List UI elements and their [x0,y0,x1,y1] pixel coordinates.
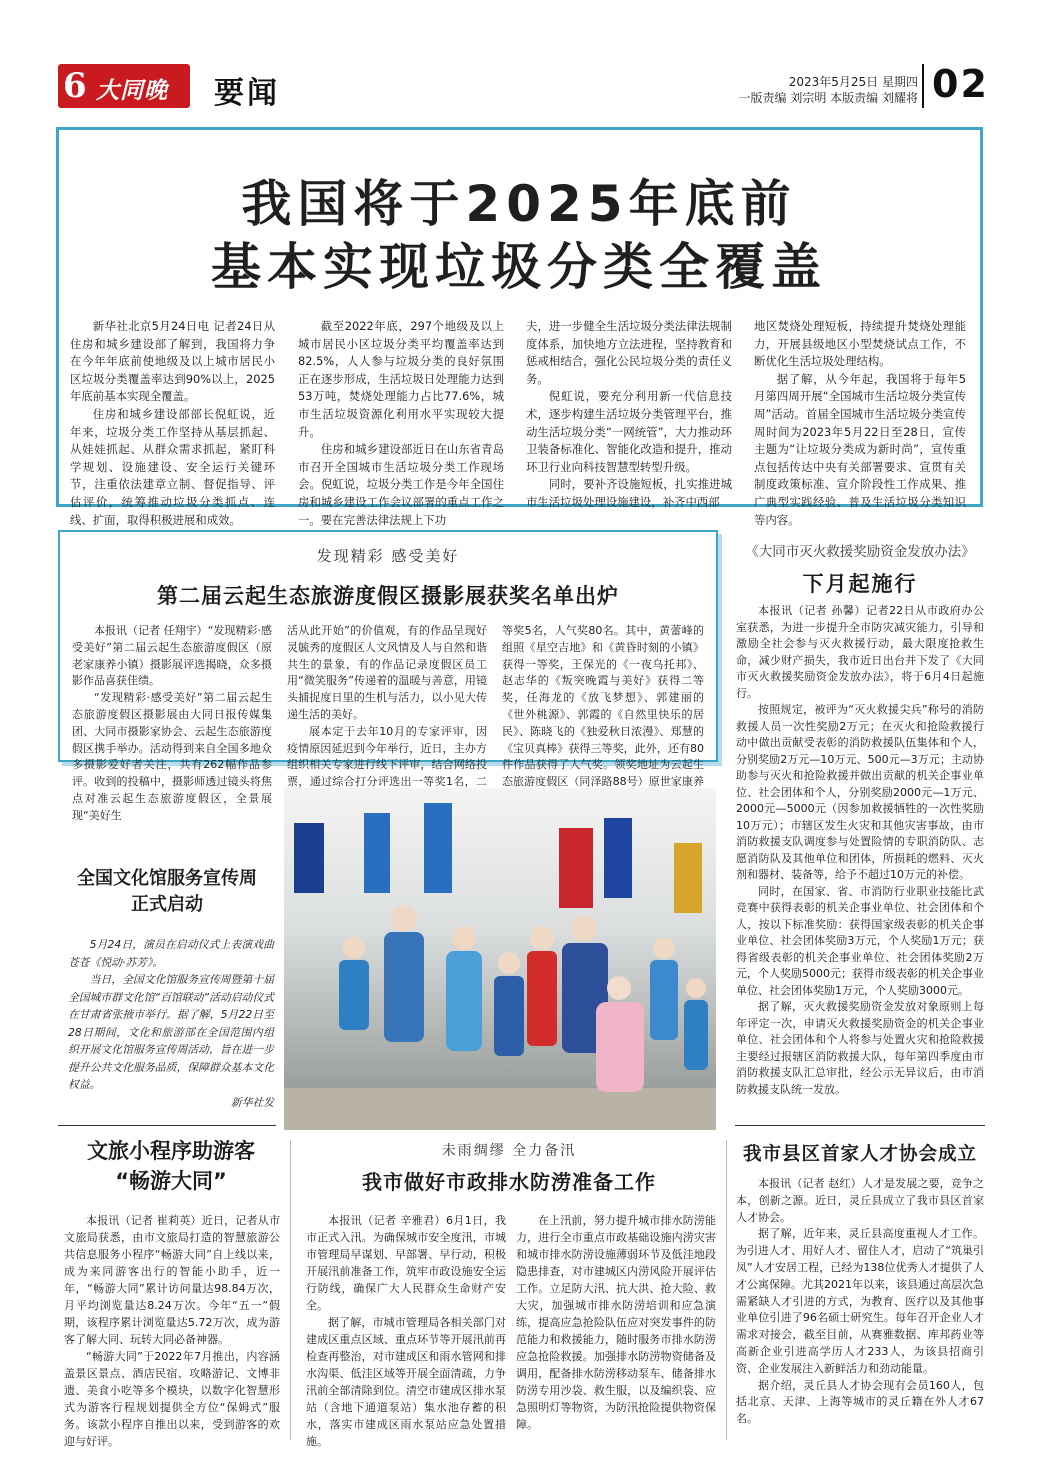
lead-headline-line2: 基本实现垃圾分类全覆盖 [211,238,827,296]
paragraph: 本报讯（记者 任翔宇）“发现精彩·感受美好”第二届云起生态旅游度假区（原老家康养小镇）摄影展评选揭晓，众多摄影作品喜获佳绩。 [72,624,272,688]
paragraph: 据介绍，灵丘县人才协会现有会员160人，包括北京、天津、上海等城市的灵丘籍在外人才67名。 [736,1378,984,1426]
culture-week-caption [68,936,274,1111]
paragraph: 据了解，灭火救援奖励资金发放对象原则上每年评定一次，申请灭火救援奖励资金的机关企事业单位、社会团体和个人将参与处置火灾和抢险救援主要经过报辖区消防救援大队，每年第四季度由市消防救援支队汇总审批，经公示无异议后，由市消防救援支队统一发放。 [736,1000,984,1096]
issue-info [658,74,918,106]
lead-column-2 [298,318,504,529]
divider [58,1125,276,1126]
photo-contest-headline: 第二届云起生态旅游度假区摄影展获奖名单出炉 [157,584,619,608]
issue-date: 2023年5月25日 星期四 [788,75,918,89]
photo-column-3 [502,623,704,808]
fire-fund-body [736,603,984,1098]
paragraph: 夫，进一步健全生活垃圾分类法律法规制度体系，加快地方立法进程，坚持教育和惩戒相结合，强化公民垃圾分类的责任义务。 [526,319,732,386]
paragraph: 本报讯（记者 孙馨）记者22日从市政府办公室获悉，为进一步提升全市防灾减灾能力，引导和激励全社会参与灭火救援行动，最大限度抢救生命，减少财产损失，我市近日出台并下发了《大同市灭火救援奖励资金发放办法》，将于6月4日起施行。 [736,604,984,700]
masthead-divider [922,64,924,108]
paragraph: 本报讯（记者 辛雅君）6月1日，我市正式入汛。为确保城市安全度汛，市城市管理局早谋划、早部署、早行动，积极开展汛前准备工作，筑牢市政设施安全运行防线，确保广大人民群众生命财产安全。 [306,1214,506,1312]
talent-body [736,1176,984,1428]
paragraph: 据了解，近年来，灵丘县高度重视人才工作。为引进人才、用好人才、留住人才，启动了“筑巢引凤”人才安居工程，已经为138位优秀人才提供了人才公寓保障。尤其2021年以来，该县通过高层次急需紧缺人才引进的方式，为教育、医疗以及其他事业单位引进了96名硕士研究生。每年召开企业人才需求对接会，截至目前，从赛雅数据、库邦药业等高新企业引进高学历人才233人，为该县招商引资、企业发展注入新鲜活力和劲动能量。 [736,1227,984,1375]
tourism-app-body [64,1212,280,1450]
paragraph: 展本定于去年10月的专家评审，因疫情原因延迟到今年举行，近日，主办方组织相关专家进行线下评审，结合网络投票，通过综合打分评选出一等奖1名，二 [287,724,487,789]
paragraph: 本报讯（记者 赵红）人才是发展之要，竞争之本，创新之源。近日，灵丘县成立了我市县区首家人才协会。 [736,1177,984,1224]
lead-headline-line1: 我国将于2025年底前 [241,175,797,233]
flood-prep-headline: 我市做好市政排水防涝准备工作 [362,1170,656,1194]
logo-name: 大同晚报 [96,77,168,137]
photo-caption: 5月24日，演员在启动仪式上表演戏曲苍苍《悦动·苏芳》。 [68,938,274,969]
paragraph: 当日，全国文化馆服务宣传周暨第十届全国城市群文化馆“百馆联动”活动启动仪式在甘肃省张掖市举行。据了解，5月22日至28日期间，文化和旅游部在全国范围内组织开展文化馆服务宣传周活动，旨在进一步提升公共文化服务品质，保障群众基本文化权益。 [68,973,274,1091]
opera-photo-illustration [284,788,716,1130]
paragraph: “发现精彩·感受美好”第二届云起生态旅游度假区摄影展由大同日报传媒集团、大同市摄影家协会、云起生态旅游度假区携手举办。活动得到来自全国多地众多摄影爱好者关注，共有262幅作品参评。收到的投稿中，摄影师透过镜头将焦点对准云起生态旅游度假区，全景展现“美好生 [72,691,272,822]
paragraph: “畅游大同”于2022年7月推出，内容涵盖景区景点、酒店民宿、攻略游记、文博非遗、美食小吃等多个模块，以数字化智慧形式为游客行程规划提供全方位“保姆式”服务。该款小程序自推出以来，受到游客的欢迎与好评。 [64,1350,280,1448]
paragraph: 按照规定，被评为“灭火救援尖兵”称号的消防救援人员一次性奖励2万元；在灭火和抢险救援行动中做出贡献受表彰的消防救援队伍集体和个人，分别奖励2万元—10万元、500元—3万元；主动协助参与灭火和抢险救援并做出贡献的机关企事业单位、社会团体和个人，分别奖励2000元—1万元、2000元—5000元（因参加救援牺牲的一次性奖励10万元）；市辖区发生火灾和其他灾害事故，由市消防救援支队调度参与处置险情的专职消防队、志愿消防队及其他单位和团体，所损耗的燃料、灭火剂和器材、装备等，给予不超过10万元的补偿。 [736,703,984,881]
paragraph: 新华社北京5月24日电 记者24日从住房和城乡建设部了解到，我国将力争在今年年底前使地级及以上城市居民小区垃圾分类覆盖率达到90%以上，2025年底前基本实现全覆盖。 [70,319,275,404]
tourism-app-headline-line2: “畅游大同” [115,1169,227,1193]
paragraph: 在上汛前，努力提升城市排水防涝能力，进行全市重点市政基础设施内涝灾害和城市排水防涝设施薄弱环节及低洼地段隐患排查，对市建城区内涝风险开展评估工作。立足防大汛、抗大洪、抢大险、救大灾，加强城市排水防涝培训和应急演练，提高应急抢险队伍应对突发事件的防范能力和救援能力，随时服务市排水防涝应急抢险救援。加强排水防涝物资储备及调用，配备排水防涝移动泵车、储备排水防涝专用沙袋、救生服，以及编织袋、应急照明灯等物资，为防汛抢险提供物资保障。 [516,1214,716,1431]
column-divider [726,1140,727,1440]
flood-prep-kicker: 未雨绸缪 全力备汛 [441,1143,577,1159]
paragraph: 活从此开始”的价值观，有的作品呈现好灵毓秀的度假区人文风情及人与自然和谐共生的景象，有的作品记录度假区员工用“微笑服务”传递着的温暖与善意，用镜头捕捉度日里的生机与活力，以小见大传递生活的美好。 [287,624,487,721]
talent-headline: 我市县区首家人才协会成立 [742,1144,977,1165]
fire-fund-kicker: 《大同市灭火救援奖励资金发放办法》 [745,544,975,560]
paragraph: 同时，要补齐设施短板，扎实推进城市生活垃圾处理设施建设，补齐中西部 [526,477,732,509]
tourism-app-headline [58,1136,284,1196]
lead-column-1 [70,318,275,529]
section-title: 要闻 [214,76,280,111]
culture-week-headline-line2: 正式启动 [131,894,203,915]
paragraph: 据了解，从今年起，我国将于每年5月第四周开展“全国城市生活垃圾分类宣传周”活动。首届全国城市生活垃圾分类宣传周时间为2023年5月22日至28日，宣传主题为“让垃圾分类成为新时尚”，宣传重点包括传达中央有关部署要求、宣贯有关制度政策标准、宣介阶段性工作成果、推广典型实践经验、普及生活垃圾分类知识等内容。 [754,371,966,527]
fire-fund-headline: 下月起施行 [802,572,918,596]
logo-mark: 6 [63,66,87,106]
lead-column-4 [754,318,966,529]
tourism-app-headline-line1: 文旅小程序助游客 [87,1139,255,1163]
editor-line: 一版责编 刘宗明 本版责编 刘耀将 [738,91,918,105]
page-number: 02 [932,62,989,106]
photo-contest-kicker: 发现精彩 感受美好 [316,547,460,565]
photo-credit: 新华社发 [230,1095,274,1109]
opera-performance-photo [284,788,716,1130]
paragraph: 倪虹说，要充分利用新一代信息技术，逐步构建生活垃圾分类管理平台，推动生活垃圾分类“一网统管”，大力推动环卫装备标准化、智能化改造和提升，推动环卫行业向科技智慧型转型升级。 [526,389,732,474]
paragraph: 住房和城乡建设部近日在山东省青岛市召开全国城市生活垃圾分类工作现场会。倪虹说，垃圾分类工作是今年全国住房和城乡建设工作会议部署的重点工作之一。要在完善法律法规上下功 [298,442,504,527]
photo-column-1 [72,623,272,825]
photo-column-2 [287,623,487,808]
paragraph: 据了解，市城市管理局各相关部门对建成区重点区域、重点环节等开展汛前再检查再整治，对市建成区和雨水管网和排水沟渠、低洼区域等开展全面清疏，力争汛前全部清除到位。清空市建成区排水泵站（含地下通道泵站）集水池存蓄的积水，落实市建成区雨水泵站应急处置措施。 [306,1316,506,1448]
flood-prep-column-1 [306,1212,506,1450]
newspaper-logo [58,64,190,137]
paragraph: 本报讯（记者 崔莉英）近日，记者从市文旅局获悉，由市文旅局打造的智慧旅游公共信息服务小程序“畅游大同”自上线以来，成为来同游客出行的智能小助手，近一年，“畅游大同”累计访问量达98.84万次，月平均浏览量达8.24万次。今年“五一”假期，该程序累计浏览量达5.72万次，成为游客了解大同、玩转大同必备神器。 [64,1214,280,1346]
paragraph: 住房和城乡建设部部长倪虹说，近年来，垃圾分类工作坚持从基层抓起、从娃娃抓起、从群众需求抓起，紧盯科学规划、设施建设、安全运行关键环节，注重依法建章立制、督促指导、评估评价，统筹推动垃圾分类抓点、连线、扩面，取得积极进展和成效。 [70,406,275,527]
paragraph: 地区焚烧处理短板，持续提升焚烧处理能力，开展县级地区小型焚烧试点工作，不断优化生活垃圾处理结构。 [754,319,966,369]
paragraph: 等奖5名，人气奖80名。其中，黄蕾峰的组照《星空吉地》和《黄昏时刻的小镇》获得一等奖，王保光的《一夜乌托邦》、赵志华的《叛突晚霞与美好》获得二等奖，任海龙的《放飞梦想》、郭建丽的《世外桃源》、郭霞的《自然里快乐的居民》、陈晓飞的《独爱秋日浓漫》、郑慧的《宝贝真棒》获得三等奖，此外，还有80件作品获得了人气奖。领奖地址为云起生态旅游度假区（同泽路88号）原世家康养 [502,624,704,789]
culture-week-headline [58,866,276,918]
flood-prep-column-2 [516,1212,716,1433]
divider [735,1125,985,1126]
column-divider [290,1140,291,1440]
lead-column-3 [526,318,732,512]
paragraph: 同时，在国家、省、市消防行业职业技能比武竞赛中获得表彰的机关企事业单位、社会团体和个人，按以下标准奖励：获得国家级表彰的机关企事业单位、社会团体奖励3万元，个人奖励1万元；获得省级表彰的机关企事业单位、社会团体奖励2万元，个人奖励5000元；获得市级表彰的机关企事业单位、社会团体奖励1万元，个人奖励3000元。 [736,884,984,997]
paragraph: 截至2022年底，297个地级及以上城市居民小区垃圾分类平均覆盖率达到82.5%，人人参与垃圾分类的良好氛围正在逐步形成，生活垃圾日处理能力达到53万吨，焚烧处理能力占比77.6%，城市生活垃圾资源化利用水平实现较大提升。 [298,319,504,439]
culture-week-headline-line1: 全国文化馆服务宣传周 [77,868,257,889]
